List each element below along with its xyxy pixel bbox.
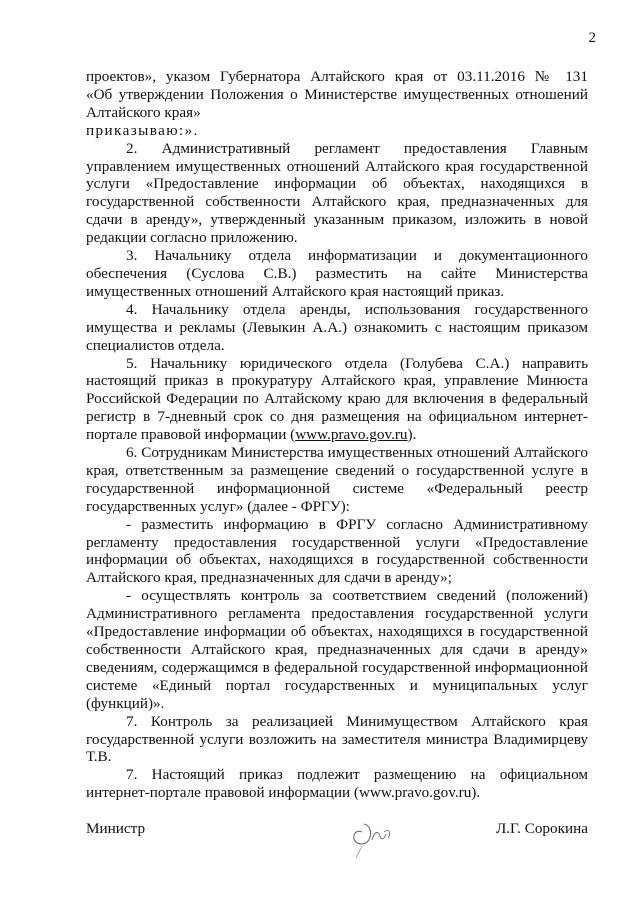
item-5 — [86, 355, 588, 445]
opening-continuation: «Об утверждении Положения о Министерстве имущественных отношений Алтайского края» — [86, 85, 588, 121]
item-7-publication: 7. Настоящий приказ подлежит размещению на официальном интернет-портале правовой информации (www.pravo.gov.ru). — [86, 766, 588, 802]
item-2: 2. Административный регламент предоставления Главным управлением имущественных отношений Алтайского края государственной услуги «Предоставление информации об объектах, находящихся в государственной собственности Алтайского края, предназначенных для сдачи в аренду», утвержденный указанным приказом, изложить в новой редакции согласно приложению. — [86, 139, 588, 247]
opening-first-line: проектов», указом Губернатора Алтайского края от 03.11.2016 № 131 — [86, 68, 588, 85]
handwritten-signature — [344, 810, 414, 860]
item-3: 3. Начальнику отдела информатизации и документационного обеспечения (Суслова С.В.) разместить на сайте Министерства имущественных отношений Алтайского края настоящий приказ. — [86, 247, 588, 300]
item-4: 4. Начальнику отдела аренды, использования государственного имущества и рекламы (Левыкин А.А.) ознакомить с настоящим приказом специалистов отдела. — [86, 300, 588, 354]
signature-block — [86, 818, 588, 858]
order-word: приказываю:». — [86, 121, 199, 139]
item-5-tail: ). — [407, 426, 417, 444]
pravo-link[interactable]: www.pravo.gov.ru — [295, 426, 408, 444]
document-body — [86, 68, 588, 802]
item-5-text: 5. Начальнику юридического отдела (Голубева С.А.) направить настоящий приказ в прокуратуру Алтайского края, управление Минюста Российской Федерации по Алтайскому краю для включения в федеральный регистр в 7-дневный срок со дня размещения на официальном интернет-портале правовой информации ( — [86, 354, 588, 444]
item-6-bullet-2: - осуществлять контроль за соответствием сведений (положений) Административного регламента предоставления государственной услуги «Предоставление информации об объектах, находящихся в государственной собственности Алтайского края, предназначенных для сдачи в аренду» сведениям, содержащимся в федеральной государственной информационной системе «Единый портал государственных и муниципальных услуг (функций)». — [86, 587, 588, 712]
item-6-bullet-1: - разместить информацию в ФРГУ согласно Административному регламенту предоставления государственной услуги «Предоставление информации об объектах, находящихся в государственной собственности Алтайского края, предназначенных для сдачи в аренду»; — [86, 515, 588, 587]
item-6: 6. Сотрудникам Министерства имущественных отношений Алтайского края, ответственным за размещение сведений о государственной услуге в государственной информационной системе «Федеральный реестр государственных услуг» (далее - ФРГУ): — [86, 444, 588, 515]
signatory-name: Л.Г. Сорокина — [495, 820, 588, 837]
page-number: 2 — [588, 30, 596, 46]
signatory-title: Министр — [86, 820, 146, 837]
item-7-control: 7. Контроль за реализацией Минимуществом Алтайского края государственной услуги возложить на заместителя министра Владимирцеву Т.В. — [86, 712, 588, 766]
